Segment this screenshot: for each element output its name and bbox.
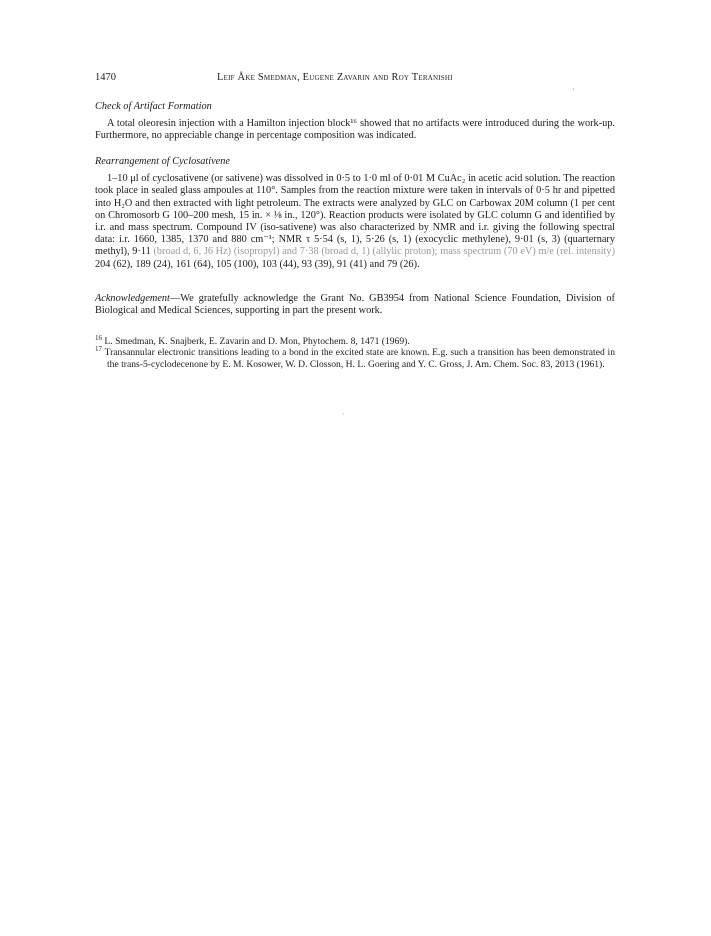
reference-number: 16 bbox=[95, 333, 102, 342]
acknowledgement-label: Acknowledgement bbox=[95, 293, 170, 304]
reference-item bbox=[95, 333, 615, 347]
scan-dot: · bbox=[342, 410, 345, 419]
section-rearrangement bbox=[95, 156, 615, 271]
scan-speck: · bbox=[572, 85, 575, 94]
reference-item bbox=[95, 347, 615, 370]
paragraph-text-end: 204 (62), 189 (24), 161 (64), 105 (100), 103 (44), 93 (39), 91 (41) and 79 (26). bbox=[95, 258, 420, 270]
references bbox=[95, 333, 615, 370]
section-paragraph bbox=[95, 173, 615, 271]
acknowledgement bbox=[95, 293, 615, 317]
section-paragraph: A total oleoresin injection with a Hamilton injection block¹⁶ showed that no artifacts were introduced during the work-up. Furthermore, no appreciable change in percentage composition was indicated. bbox=[95, 118, 615, 142]
paragraph-text-faint: (broad d, 6, J6 Hz) (isopropyl) and 7·38 (broad d, 1) (allylic proton); mass spectrum (70 eV) m/e (rel. intensity) bbox=[153, 246, 615, 258]
reference-text: Transannular electronic transitions leading to a bond in the excited state are known. E.g. such a transition has been demonstrated in the trans-5-cyclodecenone by E. M. Kosower, W. D. Closson, H. L. Goering and Y. C. Gross, J. Am. Chem. Soc. 83, 2013 (1961). bbox=[104, 347, 615, 370]
acknowledgement-text: —We gratefully acknowledge the Grant No. GB3954 from National Science Foundation, Division of Biological and Medical Sciences, supporting in part the present work. bbox=[95, 293, 615, 317]
section-heading: Rearrangement of Cyclosativene bbox=[95, 156, 230, 167]
section-heading: Check of Artifact Formation bbox=[95, 101, 212, 112]
running-head: Leif Åke Smedman, Eugene Zavarin and Roy Teranishi bbox=[217, 72, 453, 83]
page-number: 1470 bbox=[95, 72, 116, 83]
page-header bbox=[95, 72, 615, 88]
section-artifact-formation bbox=[95, 101, 615, 143]
reference-number: 17 bbox=[95, 345, 102, 354]
reference-text: L. Smedman, K. Snajberk, E. Zavarin and D. Mon, Phytochem. 8, 1471 (1969). bbox=[104, 336, 410, 347]
paragraph-text: 1–10 μl of cyclosativene (or sativene) was dissolved in 0·5 to 1·0 ml of 0·01 M CuAc₂ in acetic acid solution. The reaction took place in sealed glass ampoules at 110°. Samples from the reaction mixture were taken in intervals of 0·5 hr and pipetted into H₂O and then extracted with light petroleum. The extracts were analyzed by GLC on Carbowax 20M column (1 per cent on Chromosorb G 100–200 mesh, 15 in. × ⅛ in., 120°). Reaction products were isolated by GLC column G and identified by i.r. and mass spectrum. Compound IV (iso-sativene) was also characterized by NMR and i.r. giving the following spectral data: i.r. 1660, 1385, 1370 and 880 cm⁻¹; NMR τ 5·54 (s, 1), 5·26 (s, 1) (exocyclic methylene), 9·01 (s, 3) (quarternary methyl), 9·11 bbox=[95, 173, 615, 258]
